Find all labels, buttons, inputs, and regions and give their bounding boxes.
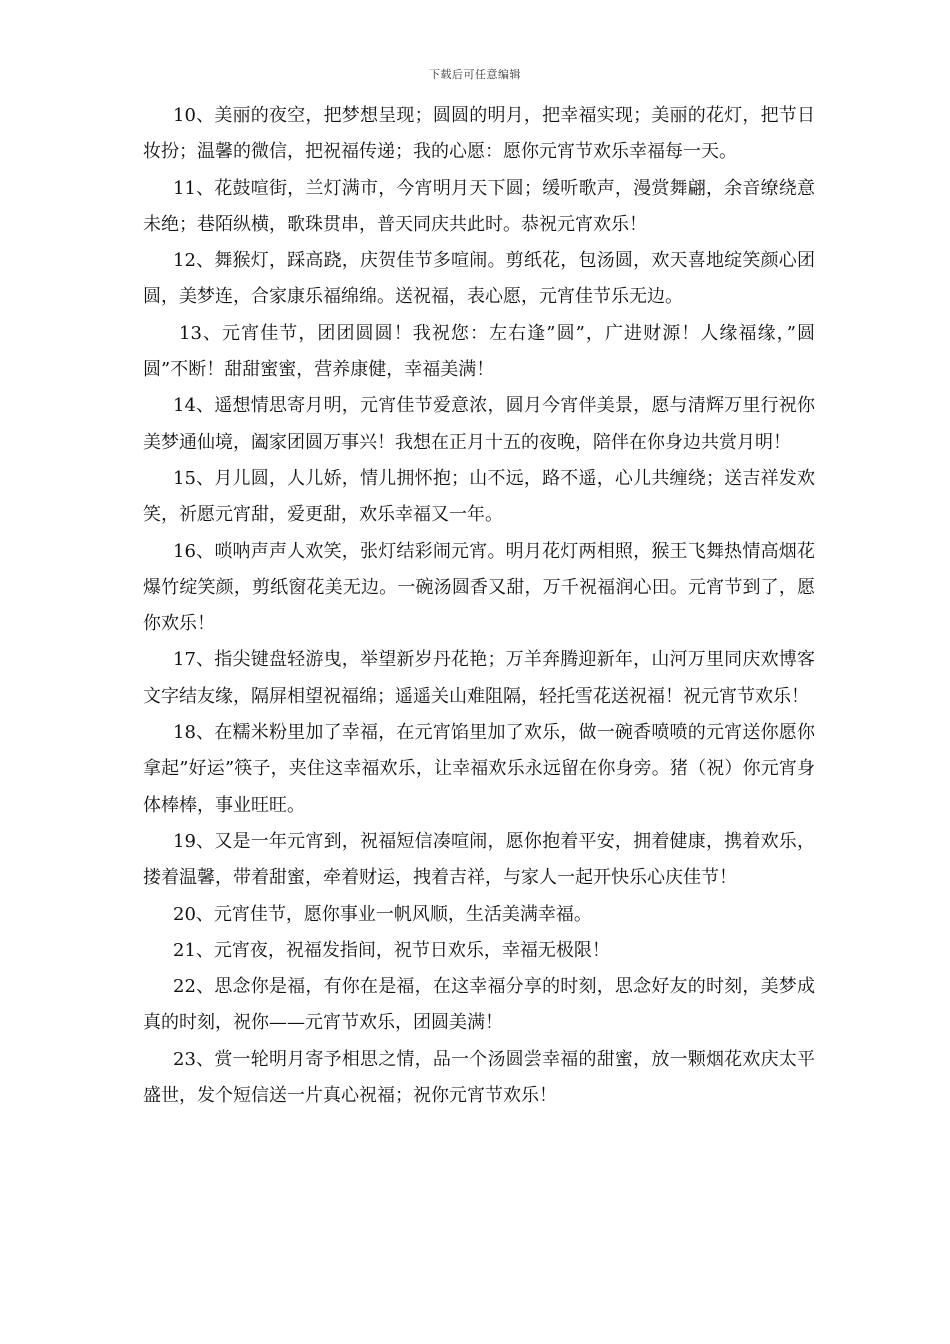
paragraph-15: 15、月儿圆，人儿娇，情儿拥怀抱；山不远，路不遥，心儿共缠绕；送吉祥发欢笑，祈愿元宵甜，爱更甜，欢乐幸福又一年。 bbox=[143, 467, 815, 526]
paragraph-11: 11、花鼓喧街，兰灯满市，今宵明月天下圆；缓听歌声，漫赏舞翩，余音缭绕意未绝；巷陌纵横，歌珠贯串，普天同庆共此时。恭祝元宵欢乐！ bbox=[143, 177, 815, 235]
paragraph-23: 23、赏一轮明月寄予相思之情，品一个汤圆尝幸福的甜蜜，放一颗烟花欢庆太平盛世，发个短信送一片真心祝福；祝你元宵节欢乐！ bbox=[143, 1048, 815, 1107]
paragraph-13: 13、元宵佳节，团团圆圆！我祝您：左右逢”圆”，广进财源！人缘福缘，”圆圆”不断！甜甜蜜蜜，营养康健，幸福美满！ bbox=[143, 322, 815, 381]
paragraph-20: 20、元宵佳节，愿你事业一帆风顺，生活美满幸福。 bbox=[173, 903, 592, 925]
paragraph-10: 10、美丽的夜空，把梦想呈现；圆圆的明月，把幸福实现；美丽的花灯，把节日妆扮；温馨的微信，把祝福传递；我的心愿：愿你元宵节欢乐幸福每一天。 bbox=[143, 105, 815, 163]
page-header-note: 下载后可任意编辑 bbox=[429, 68, 521, 81]
paragraph-12: 12、舞猴灯，踩高跷，庆贺佳节多喧闹。剪纸花，包汤圆，欢天喜地绽笑颜心团圆，美梦连，合家康乐福绵绵。送祝福，表心愿，元宵佳节乐无边。 bbox=[143, 250, 815, 308]
paragraph-21: 21、元宵夜，祝福发指间，祝节日欢乐，幸福无极限！ bbox=[173, 939, 610, 961]
paragraph-17: 17、指尖键盘轻游曳，举望新岁丹花艳；万羊奔腾迎新年，山河万里同庆欢博客文字结友缘，隔屏相望祝福绵；遥遥关山难阻隔，轻托雪花送祝福！祝元宵节欢乐！ bbox=[143, 649, 815, 707]
paragraph-14: 14、遥想情思寄月明，元宵佳节爱意浓，圆月今宵伴美景，愿与清辉万里行祝你美梦通仙境，阖家团圆万事兴！我想在正月十五的夜晚，陪伴在你身边共赏月明！ bbox=[143, 395, 815, 453]
paragraph-19: 19、又是一年元宵到，祝福短信凑喧闹，愿你抱着平安，拥着健康，携着欢乐，搂着温馨，带着甜蜜，牵着财运，拽着吉祥，与家人一起开快乐心庆佳节！ bbox=[143, 830, 815, 889]
paragraph-22: 22、思念你是福，有你在是福，在这幸福分享的时刻，思念好友的时刻，美梦成真的时刻，祝你——元宵节欢乐，团圆美满！ bbox=[143, 976, 815, 1034]
paragraph-18: 18、在糯米粉里加了幸福，在元宵馅里加了欢乐，做一碗香喷喷的元宵送你愿你拿起”好运”筷子，夹住这幸福欢乐，让幸福欢乐永远留在你身旁。猪（祝）你元宵身体棒棒，事业旺旺。 bbox=[143, 722, 815, 816]
paragraph-16: 16、唢呐声声人欢笑，张灯结彩闹元宵。明月花灯两相照，猴王飞舞热情高烟花爆竹绽笑颜，剪纸窗花美无边。一碗汤圆香又甜，万千祝福润心田。元宵节到了，愿你欢乐！ bbox=[143, 540, 815, 635]
document-body bbox=[143, 98, 815, 1114]
